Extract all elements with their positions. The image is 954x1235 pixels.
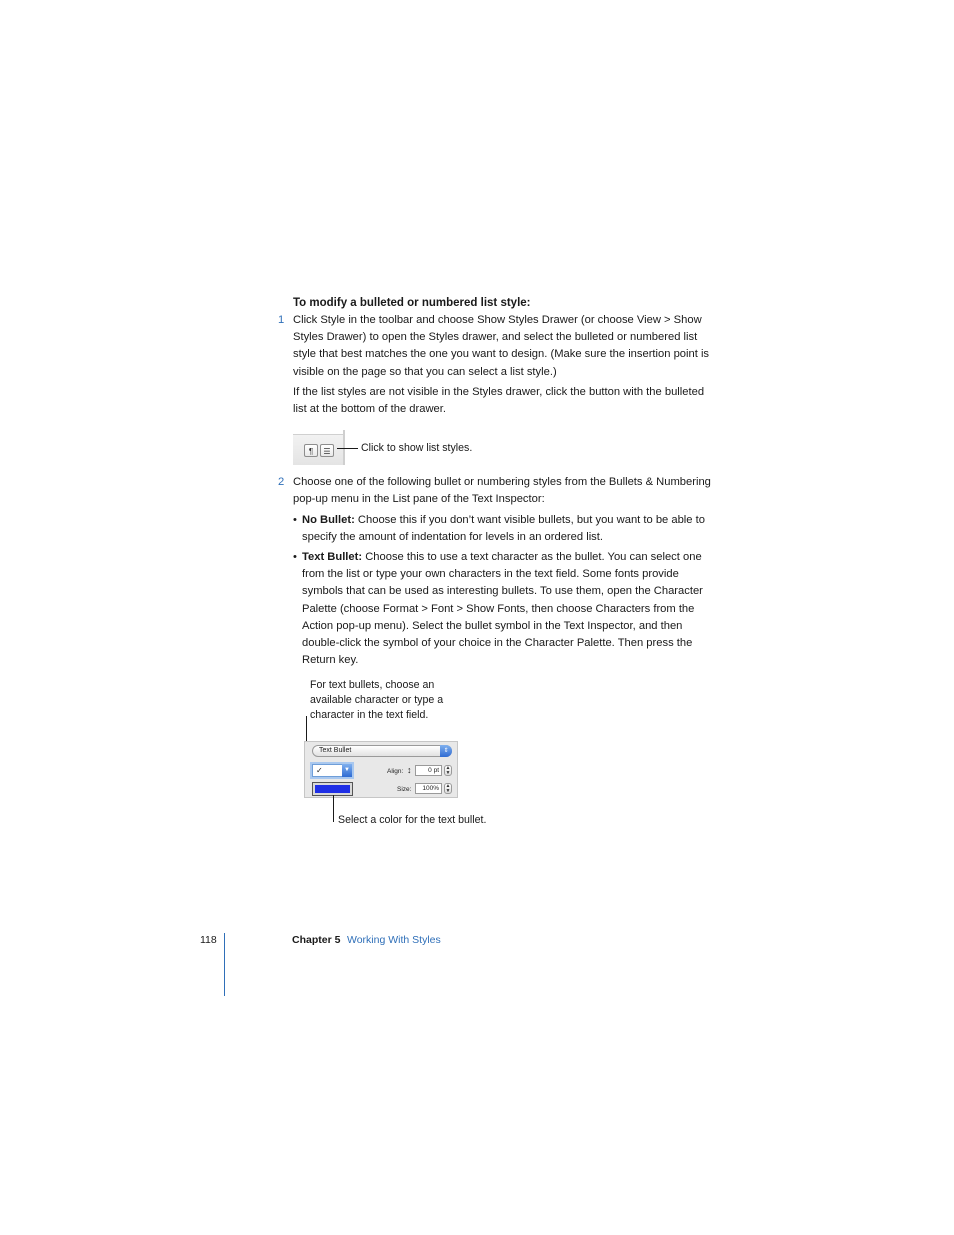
align-arrows-icon: ↕ [407, 765, 412, 775]
callout-leader-bottom [333, 795, 334, 822]
list-style-icon[interactable]: ☰ [320, 444, 334, 457]
figure-2-callout-top [310, 678, 443, 723]
size-stepper[interactable]: ▲ ▼ [445, 783, 451, 794]
chevron-down-icon[interactable]: ▼ [342, 764, 352, 777]
size-field[interactable]: 100% [415, 783, 442, 794]
step-1-text [293, 312, 733, 381]
size-label: Size: [397, 786, 412, 793]
callout-line-text: available character or type a [310, 694, 444, 706]
step-2-line: pop-up menu in the List pane of the Text Inspector: [293, 493, 545, 506]
bullet-line: Palette (choose Format > Font > Show Fonts, then choose Characters from the [302, 602, 695, 615]
bullet-line: double-click the symbol of your choice in the Character Palette. Then press the [302, 637, 693, 650]
note-line: list at the bottom of the drawer. [293, 403, 446, 416]
footer-rule [224, 933, 225, 996]
color-swatch [315, 785, 350, 793]
align-stepper[interactable]: ▲ ▼ [445, 765, 451, 776]
styles-drawer-bottom-bar [293, 434, 343, 465]
figure-2-callout-bottom: Select a color for the text bullet. [338, 814, 487, 826]
step-1-note [293, 384, 733, 418]
page-number: 118 [200, 934, 217, 946]
bullet-no-bullet [302, 512, 732, 546]
step-1-line: style that best matches the one you want to design. (Make sure the insertion point is [293, 348, 710, 361]
bullet-line: from the list or type your own characters in the text field. Some fonts provide [302, 568, 679, 581]
callout-line [337, 448, 358, 449]
bullet-color-well[interactable] [312, 782, 353, 796]
note-line: If the list styles are not visible in the Styles drawer, click the button with the bulleted [293, 386, 705, 398]
bullet-dot: • [293, 551, 297, 563]
paragraph-style-icon[interactable]: ¶ [304, 444, 318, 457]
align-field[interactable]: 0 pt [415, 765, 442, 776]
popup-arrows-icon: ⇕ [440, 745, 452, 757]
figure-1-callout: Click to show list styles. [361, 442, 473, 454]
bullet-line: Action pop-up menu). Select the bullet symbol in the Text Inspector, and then [302, 619, 683, 632]
procedure-heading: To modify a bulleted or numbered list style: [293, 297, 531, 309]
align-label: Align: [387, 768, 404, 775]
chapter-title-link[interactable]: Working With Styles [347, 934, 441, 946]
step-number-1: 1 [278, 314, 285, 326]
step-2-text [293, 474, 738, 508]
bullet-term: No Bullet: [302, 514, 355, 526]
step-2-line: Choose one of the following bullet or numbering styles from the Bullets & Numbering [293, 476, 711, 488]
bullet-line: specify the amount of indentation for levels in an ordered list. [302, 531, 603, 544]
bullets-numbering-popup[interactable] [312, 745, 452, 757]
chapter-label: Chapter 5 [292, 934, 341, 946]
callout-line-text: character in the text field. [310, 709, 429, 721]
popup-value: Text Bullet [319, 747, 352, 754]
bullet-line: Choose this if you don’t want visible bullets, but you want to be able to [354, 514, 705, 526]
step-1-line: visible on the page so that you can select a list style.) [293, 365, 557, 378]
bullet-text-bullet [302, 549, 732, 669]
bullet-line: symbols that can be used as interesting bullets. To use them, open the Character [302, 585, 703, 598]
bullet-dot: • [293, 514, 297, 526]
bullet-line: Choose this to use a text character as the bullet. You can select one [362, 551, 702, 563]
char-value: ✓ [316, 766, 323, 775]
step-1-line: Styles Drawer) to open the Styles drawer, and select the bulleted or numbered list [293, 331, 698, 344]
text-inspector-list-pane [304, 741, 458, 798]
step-number-2: 2 [278, 476, 285, 488]
callout-line-text: For text bullets, choose an [310, 679, 435, 691]
bullet-line: Return key. [302, 654, 359, 667]
bullet-character-field[interactable] [312, 764, 352, 777]
bullet-term: Text Bullet: [302, 551, 363, 563]
step-1-line: Click Style in the toolbar and choose Show Styles Drawer (or choose View > Show [293, 314, 702, 326]
